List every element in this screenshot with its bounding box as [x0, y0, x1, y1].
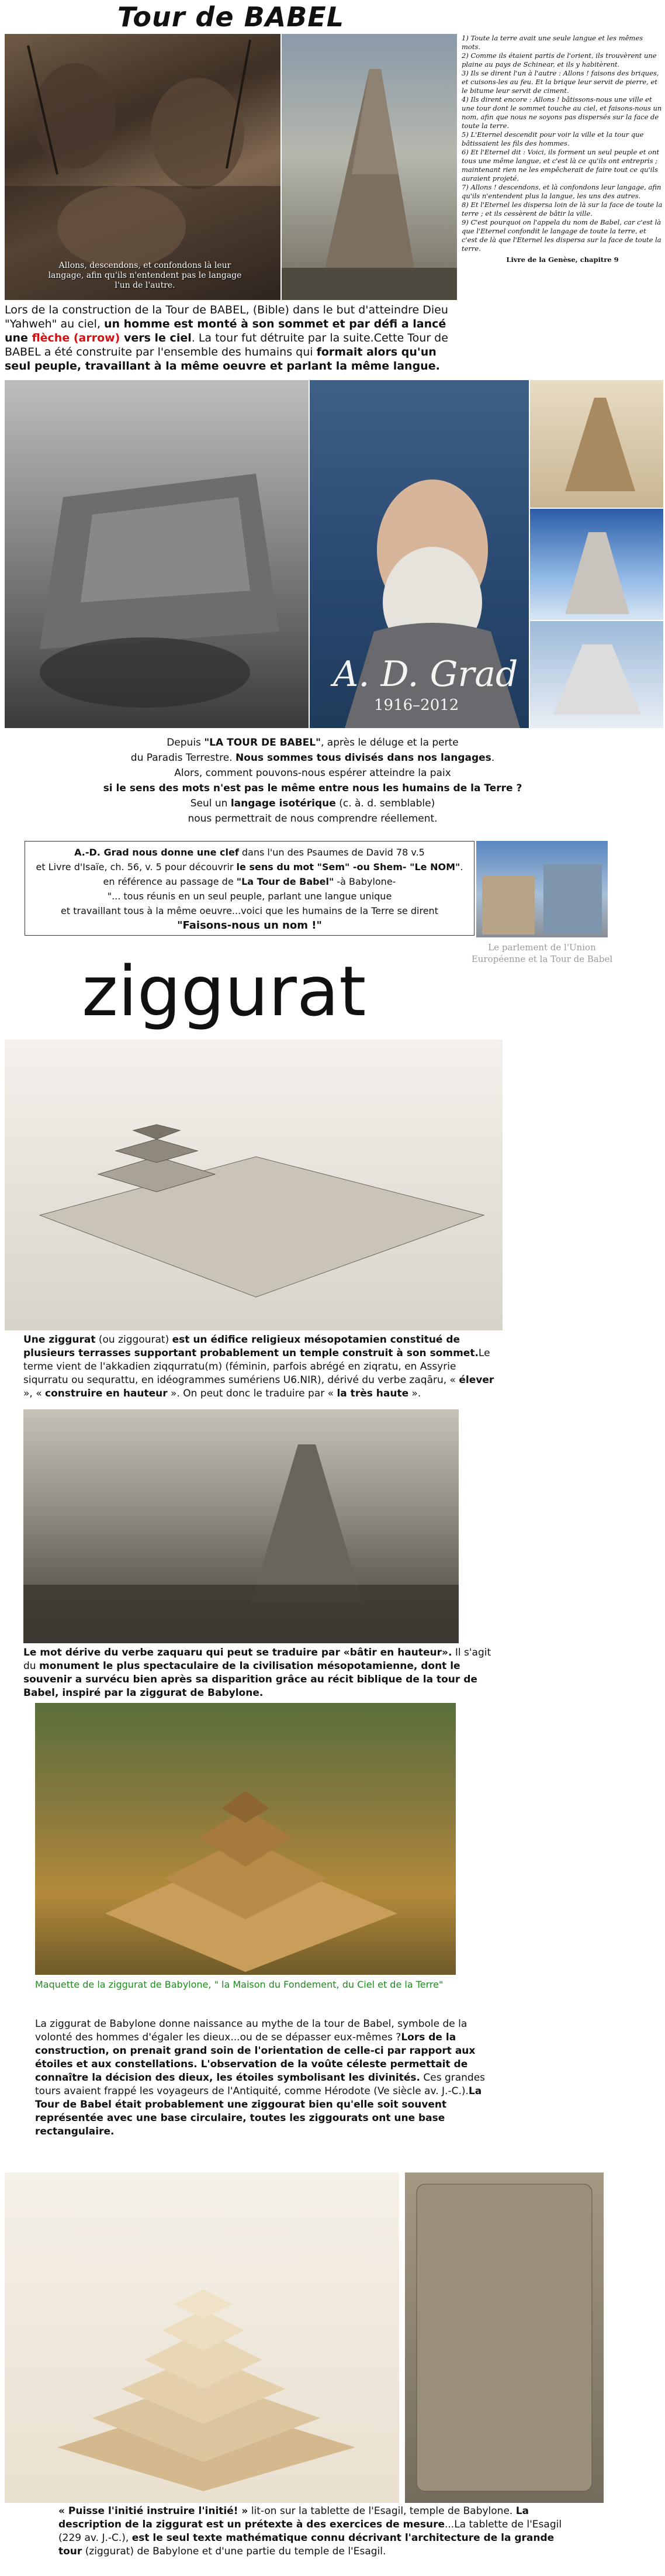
verse: 8) Et l'Eternel les dispersa loin de là sur la face de toute la terre ; et ils cessèrent de bâtir la ville.: [462, 201, 663, 218]
babel-sketch-top: [530, 380, 663, 508]
quote-box: A.-D. Grad nous donne une clef dans l'un des Psaumes de David 78 v.5 et Livre d'Isaïe, ch. 56, v. 5 pour découvrir le sens du mot "Sem" -ou Shem- "Le NOM". en référence au passage de "La Tour de Babel" -à Babylone- "... tous réunis en un seul peuple, parlant une langue unique et travaillant tous à la même oeuvre...voici que les humains de la Terre se dirent "Faisons-nous un nom !": [25, 841, 474, 936]
esagil-text: « Puisse l'initié instruire l'initié! » lit-on sur la tablette de l'Esagil, temple de Babylone. La description de la ziggurat est un prétexte à des exercices de mesure...La tablette de l'Esagil (229 av. J.-C.), est le seul texte mathématique connu décrivant l'architecture de la grande tour (ziggurat) de Babylone et d'une partie du temple de l'Esagil.: [58, 2505, 562, 2557]
verse: 9) C'est pourquoi on l'appela du nom de Babel, car c'est là que l'Eternel confondit le langage de toute la terre, et c'est de là que l'Eternel les dispersa sur la face de toute la terre.: [462, 218, 661, 253]
babel-modern-render: [530, 509, 663, 620]
ziggurat-definition: Une ziggurat (ou ziggourat) est un édifice religieux mésopotamien constitué de plusieurs terrasses supportant probablement un temple construit à son sommet.Le terme vient de l'akkadien ziqqurratu(m) (féminin, parfois abrégé en ziqratu, en Assyrie siqurratu ou sequrattu, en idéogrammes sumériens U6.NIR), dérivé du verbe zaqāru, « élever », « construire en hauteur ». On peut donc le traduire par « la très haute ».: [23, 1334, 494, 1399]
center-text: Depuis "LA TOUR DE BABEL", après le déluge et la perte du Paradis Terrestre. Nous sommes tous divisés dans nos langages. Alors, comment pouvons-nous espérer atteindre la paix si le sens des mots n'est pas le même entre nous les humains de la Terre ? Seul un langage isotérique (c. à. d. semblable) nous permettrait de nous comprendre réellement.: [103, 737, 522, 825]
ziggurat-complex-illustration: [5, 1040, 503, 1330]
engraving-illustration: [5, 380, 309, 728]
verse: 2) Comme ils étaient partis de l'orient, ils trouvèrent une plaine au pays de Schinear, et ils y habitèrent.: [462, 51, 657, 68]
grad-signature: A. D. Grad: [333, 654, 518, 695]
page-title: Tour de BABEL: [117, 1, 345, 33]
babylon-city-illustration: [23, 1409, 459, 1643]
soldiers-painting: [5, 34, 280, 300]
ziggurat-3d-render: [5, 2172, 399, 2503]
babylon-ziggurat-text: La ziggurat de Babylone donne naissance au mythe de la tour de Babel, symbole de la volonté des hommes d'égaler les dieux...ou de se dépasser eux-mêmes ?Lors de la construction, on prenait grand soin de l'orientation de celle-ci par rapport aux étoiles et aux constellations. L'observation de la voûte céleste permettait de connaître la décision des dieux, les étoiles symbolisant les divinités. Ces grandes tours avaient frappé les voyageurs de l'Antiquité, comme Hérodote (Ve siècle av. J.-C.).La Tour de Babel était probablement une ziggourat bien qu'elle soit souvent représentée avec une base circulaire, toutes les ziggourats ont une base rectangulaire.: [35, 2018, 486, 2137]
snow-render-illustration: [530, 621, 663, 728]
verse: 7) Allons ! descendons, et là confondons leur langage, afin qu'ils n'entendent plus la langue, les uns des autres.: [462, 183, 661, 200]
babylon-city-engraving: [23, 1409, 459, 1643]
modern-render-illustration: [530, 509, 663, 620]
verse: 4) Ils dirent encore : Allons ! bâtissons-nous une ville et une tour dont le sommet touche au ciel, et faisons-nous un nom, afin que nous ne soyons pas dispersés sur la face de toute la terre.: [462, 95, 662, 130]
intro-paragraph: Lors de la construction de la Tour de BABEL, (Bible) dans le but d'atteindre Dieu "Yahweh" au ciel, un homme est monté à son sommet et par défi a lancé une flèche (arrow) vers le ciel. La tour fut détruite par la suite.Cette Tour de BABEL a été construite par l'ensemble des humains qui formait alors qu'un seul peuple, travaillant à la même oeuvre et parlant la même langue.: [5, 304, 448, 373]
ziggurat-model-caption: Maquette de la ziggurat de Babylone, " la Maison du Fondement, du Ciel et de la Terre": [35, 1979, 444, 1990]
babel-snow-render: [530, 621, 663, 728]
soldiers-illustration: [5, 34, 280, 300]
parliament-caption: Le parlement de l'Union Européenne et la Tour de Babel: [471, 942, 613, 964]
ziggurat-model-illustration: [35, 1703, 456, 1975]
verse: 1) Toute la terre avait une seule langue et les mêmes mots.: [462, 34, 643, 51]
tablet-illustration: [405, 2172, 604, 2503]
dore-engraving: [5, 380, 309, 728]
zaquaru-definition: Le mot dérive du verbe zaquaru qui peut se traduire par «bâtir en hauteur». Il s'agit du monument le plus spectaculaire de la civilisation mésopotamienne, dont le souvenir a survécu bien après sa disparition grâce au récit biblique de la tour de Babel, inspiré par la ziggurat de Babylone.: [23, 1647, 491, 1699]
eu-parliament-photo: [476, 841, 608, 937]
top-image-caption: Allons, descendons, et confondons là leur langage, afin qu'ils n'entendent pas le langage l'un de l'autre.: [48, 261, 242, 290]
genesis-verses: [462, 34, 663, 264]
verse: 3) Ils se dirent l'un à l'autre : Allons ! faisons des briques, et cuisons-les au feu. Et la brique leur servit de pierre, et le bitume leur servit de ciment.: [462, 69, 659, 95]
parliament-illustration: [476, 841, 608, 937]
ziggurat-render-illustration: [5, 2172, 399, 2503]
babel-sketch-illustration: [530, 380, 663, 508]
esagil-tablet-photo: [405, 2172, 604, 2503]
ziggurat-model-photo: [35, 1703, 456, 1975]
tower-illustration: [282, 34, 457, 300]
ziggurat-heading: ziggurat: [82, 951, 366, 1032]
grad-years: 1916–2012: [374, 696, 459, 714]
tower-of-babel-photo: [282, 34, 457, 300]
genesis-source: Livre de la Genèse, chapitre 9: [506, 256, 619, 264]
ziggurat-complex-engraving: [5, 1040, 503, 1330]
grad-portrait: [310, 380, 529, 728]
verse: 5) L'Eternel descendit pour voir la ville et la tour que bâtissaient les fils des hommes.: [462, 130, 644, 147]
verse: 6) Et l'Eternel dit : Voici, ils forment un seul peuple et ont tous une même langue, et c'est là ce qu'ils ont entrepris ; maintenant rien ne les empêcherait de faire tout ce qu'ils auraient projeté.: [462, 148, 659, 182]
